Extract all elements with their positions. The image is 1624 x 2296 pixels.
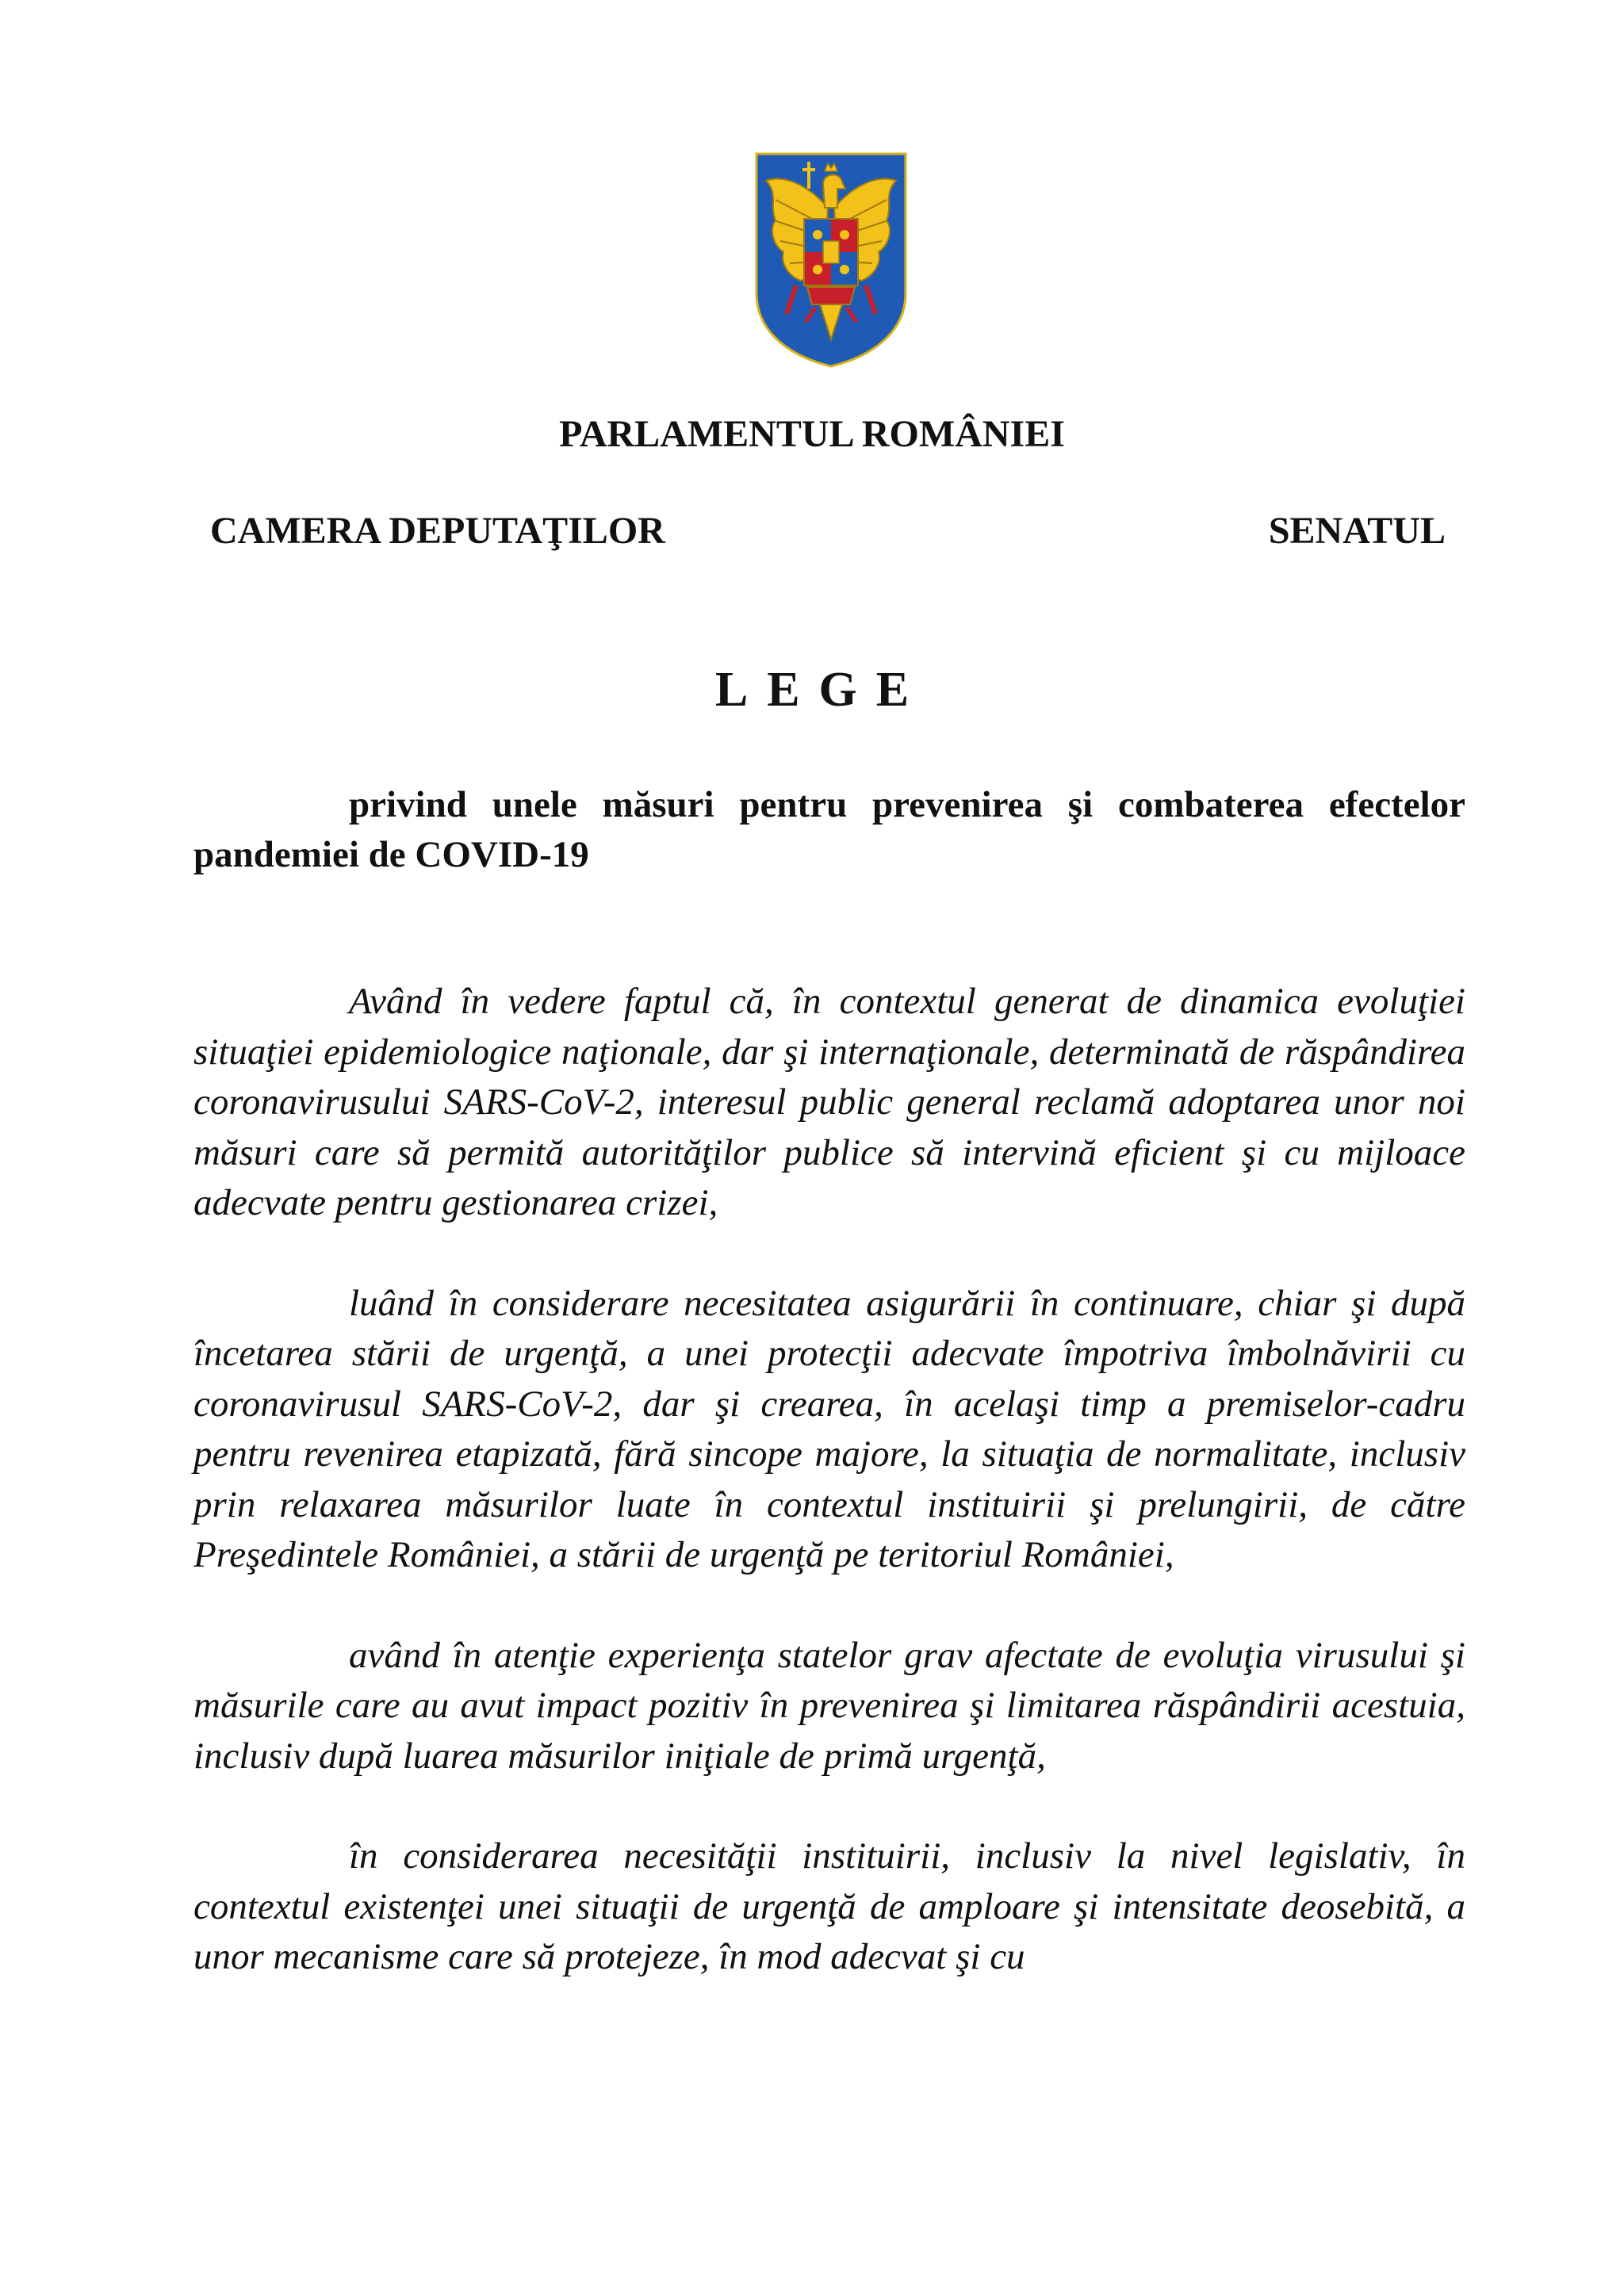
preamble-paragraph: având în atenţie experienţa statelor grav afectate de evoluţia virusului şi măsurile care au avut impact pozitiv în prevenirea şi limitarea răspândirii acestuia, inclusiv după luarea măsurilor iniţiale de primă urgenţă,	[193, 1634, 1465, 1777]
preamble-paragraph: Având în vedere faptul că, în contextul generat de dinamica evoluţiei situaţiei epidemiologice naţionale, dar şi internaţionale, determinată de răspândirea coronavirusului SARS-CoV-2, interesul public general reclamă adoptarea unor noi măsuri care să permită autorităţilor publice să intervină eficient şi cu mijloace adecvate pentru gestionarea crizei,	[193, 981, 1465, 1223]
law-title: privind unele măsuri pentru prevenirea şi combaterea efectelor pandemiei de COVID-19	[193, 784, 1465, 875]
chambers-row	[210, 507, 1446, 555]
coat-of-arms-emblem	[752, 152, 910, 368]
chamber-deputies-label: CAMERA DEPUTAŢILOR	[210, 510, 665, 552]
parliament-heading: PARLAMENTUL ROMÂNIEI	[559, 413, 1065, 455]
senate-label: SENATUL	[1268, 510, 1446, 552]
law-heading: LEGE	[714, 663, 929, 717]
preamble-paragraph: în considerarea necesităţii instituirii, inclusiv la nivel legislativ, în contextul existenţei unei situaţii de urgenţă de amploare şi intensitate deosebită, a unor mecanisme care să protejeze, în mod adecvat şi cu	[193, 1835, 1465, 1977]
preamble	[193, 977, 1465, 2033]
preamble-paragraph: luând în considerare necesitatea asigurării în continuare, chiar şi după încetarea stării de urgenţă, a unei protecţii adecvate împotriva îmbolnăvirii cu coronavirusul SARS-CoV-2, dar şi crearea, în acelaşi timp a premiselor-cadru pentru revenirea etapizată, fără sincope majore, la situaţia de normalitate, inclusiv prin relaxarea măsurilor luate în contextul instituirii şi prelungirii, de către Preşedintele României, a stării de urgenţă pe teritoriul României,	[193, 1282, 1465, 1575]
